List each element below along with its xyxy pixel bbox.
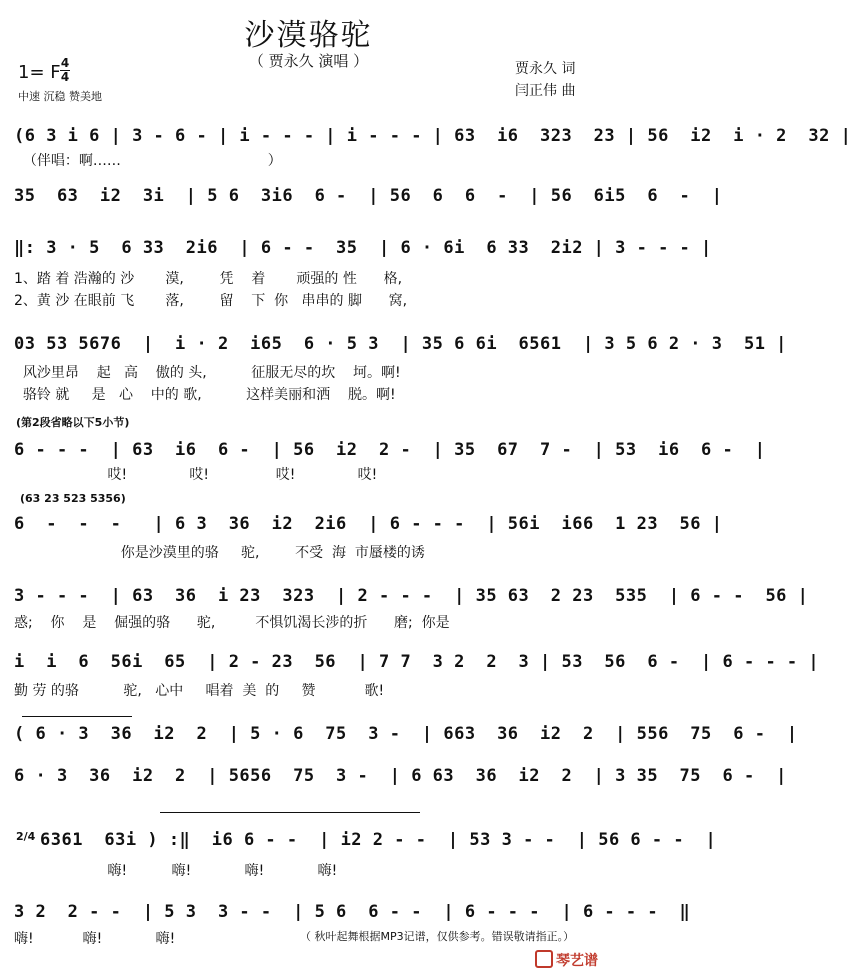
time-signature-top: 4 <box>60 56 70 70</box>
composer-credit: 闫正伟 曲 <box>515 83 576 99</box>
score-line-6-lyric: 你是沙漠里的骆 驼, 不受 海 市蜃楼的诱 <box>14 545 425 561</box>
credits <box>515 58 575 102</box>
score-line-7-lyric: 惑; 你 是 倔强的骆 驼, 不惧饥渴长涉的折 磨; 你是 <box>14 615 450 631</box>
logo-text: 琴艺谱 <box>556 953 598 969</box>
score-line-9-notes: ( 6 · 3 36 i2 2 | 5 · 6 75 3 - | 663 36 i2 2 | 556 75 6 - | <box>14 724 798 744</box>
score-line-8-notes: i i 6 56i 65 | 2 - 23 56 | 7 7 3 2 2 3 | 53 56 6 - | 6 - - - | <box>14 652 820 672</box>
score-line-6-notes: 6 - - - | 6 3 36 i2 2i6 | 6 - - - | 56i i66 1 23 56 | <box>14 514 723 534</box>
transcription-note: （ 秋叶起舞根据MP3记谱，仅供参考。错误敬请指正。） <box>300 930 575 943</box>
score-line-4-lyric-verse1: 风沙里昂 起 高 傲的 头, 征服无尽的坎 坷。啊! <box>14 365 401 381</box>
score-line-11-timesig: 2/4 <box>16 830 36 843</box>
section-note: (第2段省略以下5小节) <box>16 416 130 429</box>
score-line-6-ornament: (63 23 523 5356) <box>20 492 126 505</box>
score-line-5-notes: 6 - - - | 63 i6 6 - | 56 i2 2 - | 35 67 7 - | 53 i6 6 - | <box>14 440 766 460</box>
key-signature: 1= F <box>18 62 61 83</box>
score-line-1-notes: (6 3 i 6 | 3 - 6 - | i - - - | i - - - | 63 i6 323 23 | 56 i2 i · 2 32 | <box>14 126 851 146</box>
site-logo <box>535 950 598 970</box>
score-line-4-notes: 03 53 5676 | i · 2 i65 6 · 5 3 | 35 6 6i 6561 | 3 5 6 2 · 3 51 | <box>14 334 787 354</box>
score-line-4-lyric-verse2: 骆铃 就 是 心 中的 歌, 这样美丽和洒 脱。啊! <box>14 387 396 403</box>
score-line-11-notes: 6361 63i ) :‖ i6 6 - - | i2 2 - - | 53 3 - - | 56 6 - - | <box>40 830 717 850</box>
score-line-12-notes: 3 2 2 - - | 5 3 3 - - | 5 6 6 - - | 6 - - - | 6 - - - ‖ <box>14 902 691 922</box>
score-line-2-notes: 35 63 i2 3i | 5 6 3i6 6 - | 56 6 6 - | 56 6i5 6 - | <box>14 186 723 206</box>
score-line-3-notes: ‖: 3 · 5 6 33 2i6 | 6 - - 35 | 6 · 6i 6 33 2i2 | 3 - - - | <box>14 238 712 258</box>
score-line-7-notes: 3 - - - | 63 36 i 23 323 | 2 - - - | 35 63 2 23 535 | 6 - - 56 | <box>14 586 809 606</box>
score-line-1-lyric: （伴唱：啊…… ） <box>14 153 282 169</box>
page-title: 沙漠骆驼 <box>244 18 373 53</box>
score-line-11-lyric: 嗨! 嗨! 嗨! 嗨! <box>14 863 338 879</box>
time-signature-bottom: 4 <box>60 70 70 84</box>
tempo-marking: 中速 沉稳 赞美地 <box>18 90 102 103</box>
repeat-bracket <box>22 716 132 717</box>
logo-icon <box>535 950 553 968</box>
score-line-5-lyric: 哎! 哎! 哎! 哎! <box>14 467 378 483</box>
score-line-10-notes: 6 · 3 36 i2 2 | 5656 75 3 - | 6 63 36 i2 2 | 3 35 75 6 - | <box>14 766 787 786</box>
score-line-3-lyric-verse2: 2、黄 沙 在眼前 飞 落, 留 下 你 串串的 脚 窝, <box>14 293 408 309</box>
singer-subtitle: （ 贾永久 演唱 ） <box>248 52 369 70</box>
score-line-8-lyric: 勤 劳 的骆 驼, 心中 唱着 美 的 赞 歌! <box>14 683 385 699</box>
lyricist-credit: 贾永久 词 <box>515 61 576 77</box>
score-line-3-lyric-verse1: 1、踏 着 浩瀚的 沙 漠, 凭 着 顽强的 性 格, <box>14 271 403 287</box>
volta-bracket <box>160 812 420 813</box>
time-signature <box>60 58 70 83</box>
score-line-12-lyric: 嗨! 嗨! 嗨! <box>14 931 176 947</box>
